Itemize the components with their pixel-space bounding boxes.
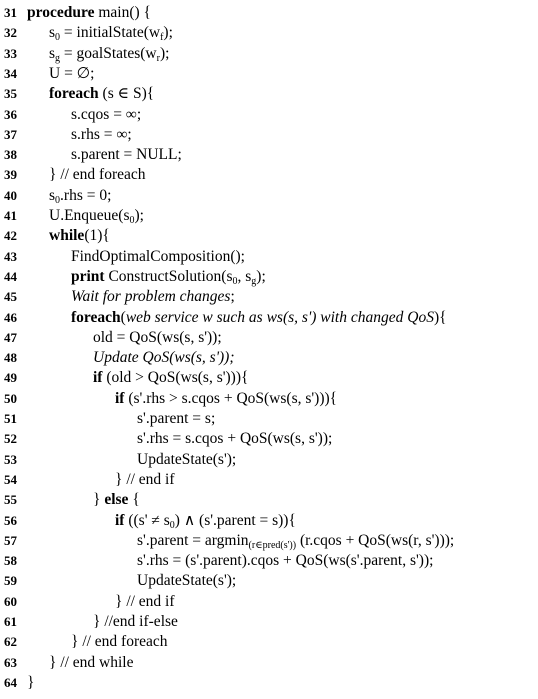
code-text [93,328,222,347]
code-token: UpdateState(s'); [137,572,237,590]
code-token: ); [256,267,266,285]
code-text [71,247,245,266]
code-line [0,470,538,489]
code-text [71,267,266,286]
code-line [0,125,538,144]
code-line [0,267,538,286]
line-number: 64 [4,674,17,690]
code-token: s [49,44,56,62]
subscript: (r∈pred(s')) [248,539,297,551]
line-number: 52 [4,431,17,447]
code-line [0,23,538,42]
code-line [0,551,538,570]
code-text [49,64,95,83]
line-number: 49 [4,370,17,386]
code-token: } // end if [115,592,175,610]
code-line [0,592,538,611]
code-line [0,287,538,306]
subscript: 0 [55,32,61,44]
code-line [0,450,538,469]
code-token: , s [237,267,252,285]
line-number: 55 [4,492,17,508]
code-line [0,368,538,387]
code-text [137,571,236,590]
code-text [137,531,454,550]
code-token: .rhs = 0; [60,186,112,204]
subscript: g [251,275,257,287]
keyword: print [71,267,105,285]
code-token: s'.rhs = (s'.parent).cqos + QoS(ws(s'.parent, s')); [137,552,434,570]
code-token: main() { [94,4,151,21]
code-text [137,429,332,448]
code-token: (s'.rhs > s.cqos + QoS(ws(s, s'))){ [124,389,338,407]
subscript: 0 [129,215,135,226]
code-line [0,429,538,448]
code-line [0,612,538,631]
code-line [0,348,538,367]
code-token: = initialState(w [60,24,161,42]
code-token: U = ∅; [49,64,95,82]
code-line [0,409,538,428]
code-text [137,450,236,469]
subscript: g [55,52,61,64]
code-text [71,308,447,327]
line-number: 43 [4,248,17,264]
code-token: ){ [433,308,447,326]
code-line [0,84,538,103]
line-number: 60 [4,593,17,609]
line-number: 37 [4,126,17,142]
line-number: 58 [4,553,17,569]
code-text [49,653,134,672]
code-text [49,84,154,103]
code-text [93,612,178,631]
code-line [0,165,538,184]
line-number: 61 [4,614,17,629]
code-text [49,44,169,63]
line-number: 34 [4,65,17,81]
code-token: s'.parent = s; [137,410,216,427]
code-line [0,673,538,692]
code-text [71,125,132,144]
line-number: 41 [4,208,17,223]
keyword: foreach [71,308,121,326]
code-token: s [49,186,56,204]
code-line [0,44,538,63]
keyword: if [115,511,125,529]
code-token: { [128,491,140,509]
line-number: 62 [4,634,17,650]
code-token: } // end if [115,470,175,488]
code-token: } // end foreach [49,166,146,184]
code-line [0,328,538,347]
code-token: Wait for problem changes [71,288,231,306]
code-token: } [93,491,105,509]
code-text [93,490,140,509]
code-line [0,531,538,550]
code-text [71,287,235,306]
code-token: } // end foreach [71,633,168,651]
keyword: if [93,369,103,387]
code-text [93,368,248,387]
code-text [115,511,296,530]
code-token: Update QoS(ws(s, s')); [93,349,235,367]
line-number: 51 [4,411,17,426]
line-number: 45 [4,289,17,305]
code-token: s'.rhs = s.cqos + QoS(ws(s, s')); [137,430,333,448]
code-line [0,64,538,83]
code-text [49,186,111,205]
code-token: = goalStates(w [60,44,157,62]
code-text [49,23,173,42]
code-line [0,105,538,124]
code-line [0,389,538,408]
code-token: FindOptimalComposition(); [71,247,245,265]
line-number: 56 [4,512,17,528]
line-number: 39 [4,167,17,183]
line-number: 40 [4,187,17,203]
code-text [137,409,215,428]
line-number: 36 [4,106,17,122]
code-token: (old > QoS(ws(s, s'))){ [102,369,249,387]
line-number: 48 [4,350,17,366]
code-text [115,389,337,408]
code-token: s.parent = NULL; [71,146,182,164]
code-token: U.Enqueue(s [49,207,130,224]
line-number: 32 [4,25,17,41]
keyword: if [115,389,125,407]
code-line [0,226,538,245]
keyword: while [49,227,85,245]
code-token: ; [230,288,235,306]
line-number: 57 [4,532,17,548]
code-line [0,632,538,651]
subscript: 0 [55,194,61,206]
code-line [0,308,538,327]
code-token: s [49,24,56,42]
code-text [115,470,175,489]
code-line [0,186,538,205]
line-number: 54 [4,471,17,487]
code-token: UpdateState(s'); [137,450,237,468]
code-line [0,247,538,266]
code-token: (r.cqos + QoS(ws(r, s'))); [296,531,455,549]
code-text [27,3,151,22]
code-text [27,673,34,692]
keyword: foreach [49,85,99,103]
code-token: } //end if-else [93,613,178,630]
code-line [0,3,538,22]
code-token: old = QoS(ws(s, s')); [93,328,222,346]
code-token: } // end while [49,653,134,671]
code-text [115,592,175,611]
code-token: } [27,673,35,691]
subscript: r [156,52,160,64]
code-token: ); [163,24,173,42]
code-token: s'.parent = argmin [137,531,249,549]
code-line [0,511,538,530]
code-line [0,490,538,509]
line-number: 38 [4,147,17,163]
keyword: else [104,491,129,509]
code-token: ) ∧ (s'.parent = s)){ [174,511,296,529]
code-token: s.rhs = ∞; [71,125,132,143]
code-text [49,226,110,245]
code-text [137,551,433,570]
line-number: 63 [4,654,17,670]
code-text [71,145,182,164]
code-token: (s ∈ S){ [98,85,155,103]
code-line [0,206,538,225]
code-line [0,145,538,164]
code-token: (1){ [84,227,110,245]
code-text [71,632,168,651]
code-token: ConstructSolution(s [104,267,233,285]
subscript: 0 [169,519,175,531]
line-number: 42 [4,228,17,244]
line-number: 59 [4,573,17,589]
line-number: 44 [4,268,17,284]
code-token: web service w such as ws(s, s') with changed QoS [125,308,434,326]
line-number: 46 [4,309,17,325]
code-text [93,348,235,367]
code-token: ((s' ≠ s [124,511,170,529]
line-number: 53 [4,451,17,467]
subscript: 0 [232,275,238,287]
code-text [49,165,146,184]
line-number: 31 [4,5,17,20]
line-number: 35 [4,86,17,102]
code-text [49,206,144,225]
line-number: 33 [4,45,17,61]
keyword: procedure [27,4,95,21]
code-token: s.cqos = ∞; [71,105,142,123]
code-line [0,653,538,672]
line-number: 50 [4,390,17,406]
code-text [71,105,141,124]
subscript: f [160,32,164,44]
code-token: ); [159,44,170,62]
code-token: ); [134,207,144,224]
code-line [0,571,538,590]
line-number: 47 [4,329,17,345]
code-token: ( [120,308,126,326]
